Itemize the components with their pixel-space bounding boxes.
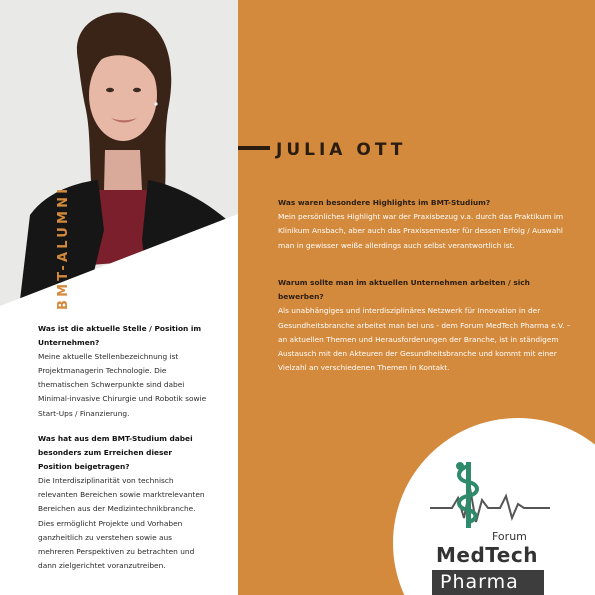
left-answer-1: Meine aktuelle Stellenbezeichnung ist Projektmanagerin Technologie. Die thematischen Schwerpunkte sind dabei Minimal-invasive Chirurgie und Robotik sowie Start-Ups / Finanzierung. [38,352,207,418]
left-answer-2: Die Interdisziplinarität von technisch relevanten Bereichen sowie marktrelevanten Bereichen aus der Medizintechnikbranche. Dies ermöglicht Projekte und Vorhaben ganzheitlich zu verstehen sowie aus mehreren Perspektiven zu betrachten und dann zielgerichtet voranzutreiben. [38,476,205,570]
left-qa-block-1 [38,322,208,421]
person-name: JULIA OTT [276,140,407,160]
name-accent-bar [238,146,270,150]
logo-medtech-text: MedTech [436,543,538,567]
caduceus-heartbeat-icon [430,460,550,530]
left-qa-block-2 [38,432,208,573]
right-qa-block-1 [278,196,578,253]
right-answer-1: Mein persönliches Highlight war der Praxisbezug v.a. durch das Praktikum im Klinikum Ansbach, aber auch das Praxissemester für dessen Erfolg / Auswahl man in gewisser weiße allerdings auch selbst verantwortlich ist. [278,212,564,250]
right-answer-2: Als unabhängiges und interdisziplinäres Netzwerk für Innovation in der Gesundheitsbranche arbeitet man bei uns - dem Forum MedTech Pharma e.V. – an aktuellen Themen und Herausforderungen der Branche, ist in ständigem Austausch mit den Akteuren der Gesundheitsbranche und kommt mit einer Vielzahl an verschiedenen Themen in Kontakt. [278,306,571,373]
right-question-1: Was waren besondere Highlights im BMT-Studium? [278,198,491,207]
right-qa-block-2 [278,276,578,375]
logo-forum-text: Forum [492,530,527,543]
left-question-2: Was hat aus dem BMT-Studium dabei besonders zum Erreichen dieser Position beigetragen? [38,434,193,472]
portrait-photo [0,0,238,306]
portrait-illustration [0,0,238,306]
section-label-text: BMT-ALUMNI [56,185,71,310]
logo-pharma-text: Pharma [440,571,519,593]
left-question-1: Was ist die aktuelle Stelle / Position im Unternehmen? [38,324,202,348]
right-question-2: Warum sollte man im aktuellen Unternehmen arbeiten / sich bewerben? [278,278,530,302]
section-label-vertical [38,185,71,310]
